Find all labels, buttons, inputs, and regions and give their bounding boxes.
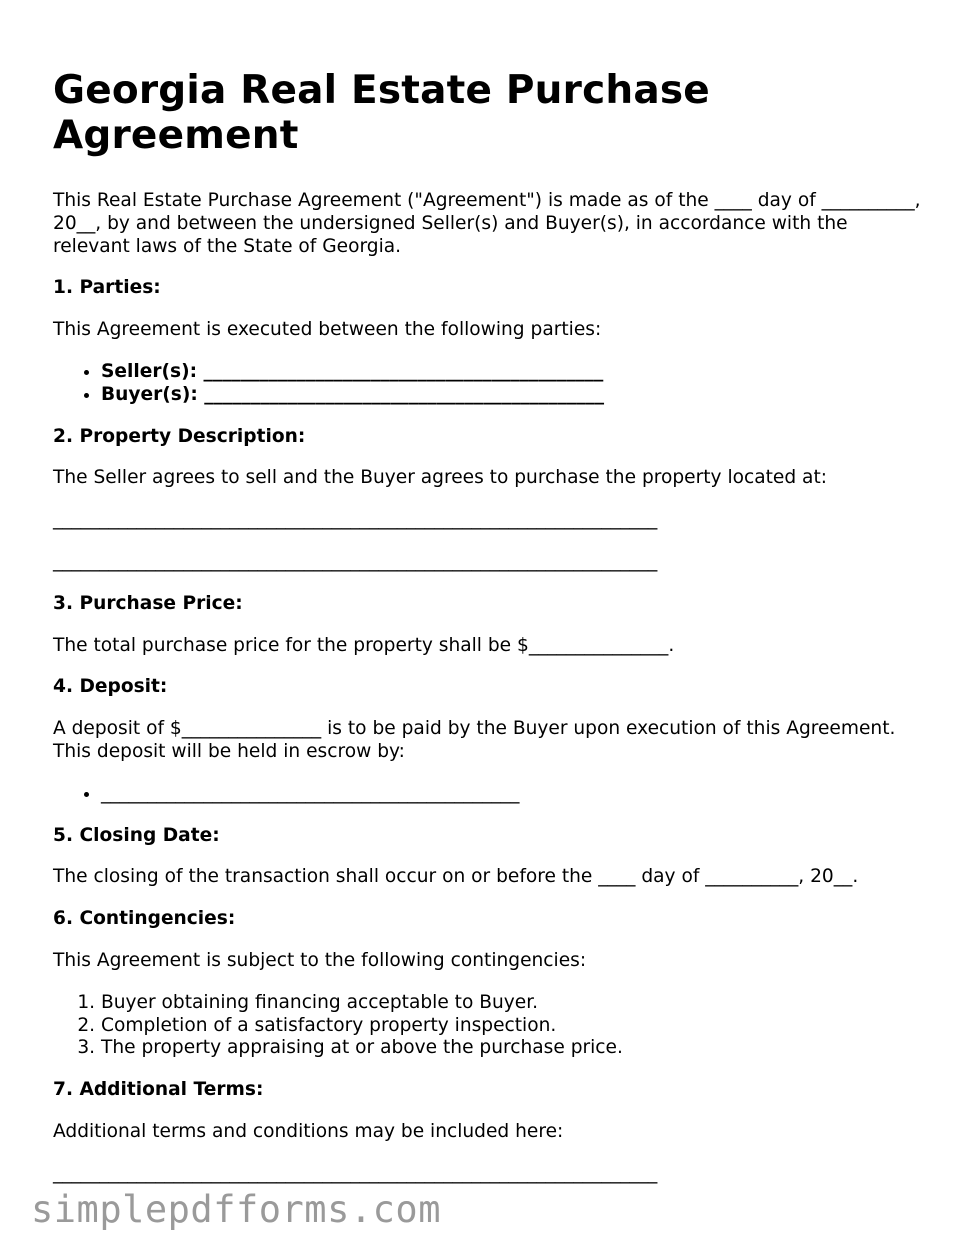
- additional-text: Additional terms and conditions may be included here:: [53, 1120, 564, 1142]
- additional-line-1: _________________________________________________________________: [53, 1162, 658, 1184]
- section-title-property: 2. Property Description:: [53, 425, 306, 447]
- escrow-list: [53, 783, 923, 806]
- seller-blank: ___________________________________________: [197, 360, 604, 382]
- contingencies-text: This Agreement is subject to the following contingencies:: [53, 949, 587, 971]
- section-title-contingencies: 6. Contingencies:: [53, 908, 236, 930]
- property-line-2: _________________________________________________________________: [53, 550, 658, 572]
- contingency-item: 1. Buyer obtaining financing acceptable to Buyer.: [101, 992, 923, 1015]
- section-title-parties: 1. Parties:: [53, 277, 161, 299]
- contingencies-list: [53, 992, 923, 1060]
- contingency-item: 2. Completion of a satisfactory property inspection.: [101, 1015, 923, 1038]
- seller-item: [101, 361, 923, 384]
- section-title-closing: 5. Closing Date:: [53, 824, 220, 846]
- buyer-item: [101, 384, 923, 407]
- closing-text: The closing of the transaction shall occur on or before the ____ day of __________, 20__.: [53, 866, 859, 888]
- escrow-item: • _____________________________________________: [101, 783, 923, 806]
- section-title-additional: 7. Additional Terms:: [53, 1079, 264, 1101]
- property-text: The Seller agrees to sell and the Buyer agrees to purchase the property located at:: [53, 467, 828, 489]
- price-text: The total purchase price for the property shall be $_______________.: [53, 634, 675, 656]
- seller-label: Seller(s):: [101, 360, 198, 382]
- document-title: Georgia Real Estate Purchase Agreement: [53, 68, 710, 158]
- buyer-label: Buyer(s):: [101, 383, 198, 405]
- section-title-price: 3. Purchase Price:: [53, 592, 243, 614]
- parties-list: [53, 361, 923, 407]
- intro-paragraph: This Real Estate Purchase Agreement ("Agreement") is made as of the ____ day of __________, 20__, by and between the undersigned Seller(s) and Buyer(s), in accordance with the relevant laws of the State of Georgia.: [53, 190, 921, 257]
- parties-text: This Agreement is executed between the following parties:: [53, 319, 602, 341]
- deposit-text: A deposit of $_______________ is to be paid by the Buyer upon execution of this Agreement. This deposit will be held in escrow by:: [53, 718, 896, 762]
- document-page: [53, 68, 923, 1205]
- contingency-item: 3. The property appraising at or above the purchase price.: [101, 1037, 923, 1060]
- property-line-1: _________________________________________________________________: [53, 509, 658, 531]
- section-title-deposit: 4. Deposit:: [53, 676, 168, 698]
- buyer-blank: ___________________________________________: [197, 383, 605, 405]
- watermark-text: simplepdfforms.com: [31, 1188, 441, 1231]
